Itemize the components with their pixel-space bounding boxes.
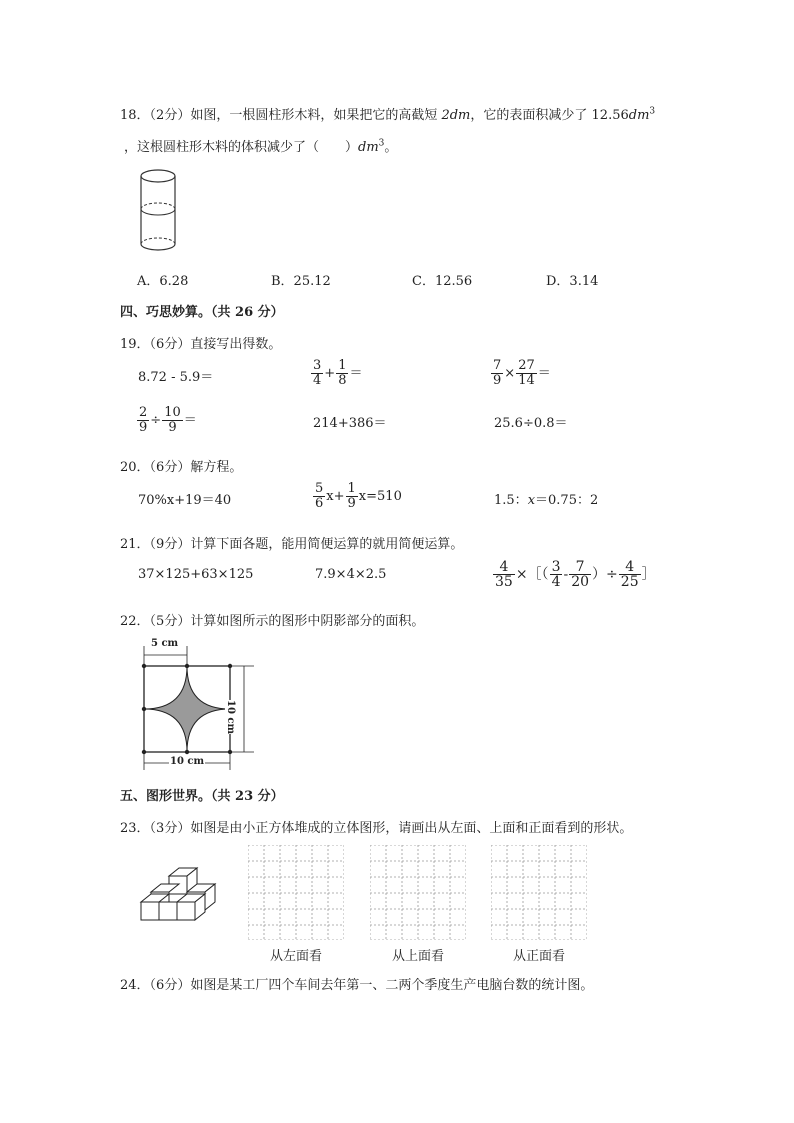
frac-den: 14 [518,373,535,388]
grid-front-view [491,845,587,940]
q18-text-a: 18．（2分）如图，一根圆柱形木料，如果把它的高截短 [120,108,442,123]
frac-den: 20 [571,574,590,590]
term: ×［（ [515,566,549,583]
q21-expr-1: 37×125+63×125 [138,567,254,582]
q19-expr-1: 8.72 - 5.9＝ [138,370,214,385]
frac-den: 4 [313,373,322,388]
q18-text-b: ，它的表面积减少了 12.56 [470,108,629,123]
frac-num: 4 [493,560,515,575]
eq: ＝ [183,413,197,428]
section-5-heading: 五、图形世界。（共 23 分） [120,789,284,804]
ratio-right: ＝0.75：2 [535,493,599,508]
frac-den: 25 [620,574,639,590]
cylinder-figure [134,166,184,256]
frac-num: 3 [313,358,322,373]
term: x+ [326,489,345,504]
q18-h-unit: dm [449,108,471,123]
q19-expr-2 [310,359,362,388]
eq: ＝ [537,366,551,381]
q18-text-d: 。 [384,140,398,155]
frac-den: 9 [347,496,356,511]
q19-expr-4 [136,406,197,435]
q20-eq-2 [312,482,402,511]
op: × [504,366,516,381]
eq: ＝ [349,366,363,381]
shaded-square-figure [132,634,262,774]
q19-expr-6: 25.6÷0.8＝ [494,416,568,431]
ratio-left: 1.5： [494,493,528,508]
q19-title: 19．（6分）直接写出得数。 [120,337,282,352]
label-5cm: 5 cm [151,638,179,649]
q18-option-b: B．25.12 [271,274,331,289]
q18-vol-exp: 3 [378,138,385,149]
q19-expr-3 [490,359,551,388]
label-10cm-bottom: 10 cm [170,756,205,767]
frac-num: 4 [619,560,641,575]
label-10cm-right: 10 cm [225,700,236,735]
q18-area-exp: 3 [649,106,656,117]
q20-eq-1: 70%x+19＝40 [138,493,232,508]
q18-h-value: 2 [441,108,450,123]
frac-num: 2 [139,405,148,420]
term: ］ [641,566,656,583]
term: - [563,566,569,583]
q21-expr-3 [492,560,656,589]
grid-left-view [248,845,344,940]
frac-den: 35 [495,574,513,590]
frac-num: 1 [338,358,347,373]
frac-num: 7 [493,358,502,373]
frac-num: 3 [551,559,561,575]
label-left-view: 从左面看 [269,949,322,964]
op: ÷ [150,413,162,428]
q18-area-unit: dm [628,108,650,123]
label-top-view: 从上面看 [391,949,444,964]
frac-den: 8 [338,373,347,388]
section-4-heading: 四、巧思妙算。（共 26 分） [120,305,284,320]
q20-title: 20．（6分）解方程。 [120,460,243,475]
op: + [324,366,336,381]
q18-line2 [124,136,397,155]
q18-option-a: A．6.28 [137,274,189,289]
grid-top-view [370,845,466,940]
variable-x: x [527,493,536,508]
frac-den: 9 [139,420,148,435]
q19-expr-5: 214+386＝ [313,416,387,431]
frac-den: 6 [315,496,324,511]
frac-num: 10 [164,405,181,420]
q22-title: 22．（5分）计算如图所示的图形中阴影部分的面积。 [120,614,425,629]
q24-title: 24．（6分）如图是某工厂四个车间去年第一、二两个季度生产电脑台数的统计图。 [120,978,594,993]
frac-den: 9 [168,420,177,435]
q21-expr-2: 7.9×4×2.5 [315,567,387,582]
q18-option-d: D．3.14 [546,274,599,289]
cube-stack-figure [136,862,222,934]
term: ）÷ [592,566,618,583]
frac-num: 5 [315,481,324,496]
q23-title: 23．（3分）如图是由小正方体堆成的立体图形，请画出从左面、上面和正面看到的形状。 [120,821,633,836]
q18-option-c: C．12.56 [412,274,473,289]
label-front-view: 从正面看 [512,949,565,964]
q21-title: 21．（9分）计算下面各题，能用简便运算的就用简便运算。 [120,537,464,552]
frac-den: 9 [493,373,502,388]
term: x=510 [358,489,402,504]
q18-vol-unit: dm [358,140,379,155]
q20-eq-3 [494,489,598,508]
frac-num: 27 [518,358,535,373]
frac-num: 1 [347,481,356,496]
q18-line1 [120,104,655,123]
frac-num: 7 [569,560,591,575]
q18-text-c: ，这根圆柱形木料的体积减少了（ ） [124,140,359,155]
frac-den: 4 [551,574,561,590]
